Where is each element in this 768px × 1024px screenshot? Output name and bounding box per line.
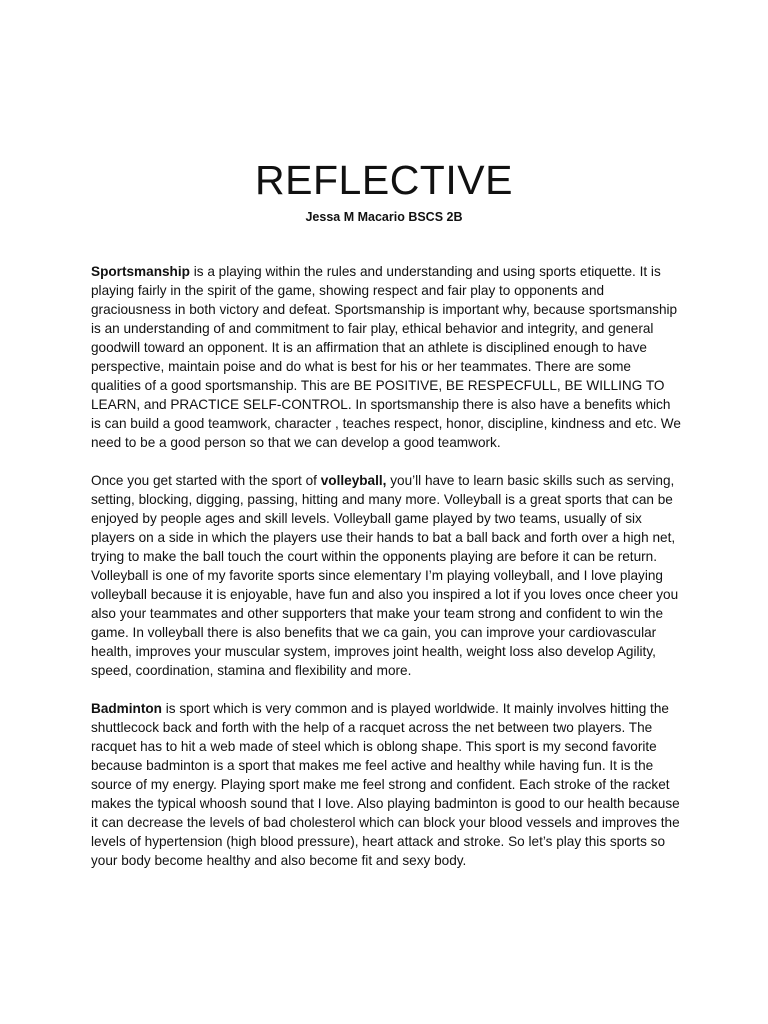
document-title: REFLECTIVE: [255, 157, 513, 203]
paragraph-text: you’ll have to learn basic skills such as serving, setting, blocking, digging, passing, hitting and many more. Volleyball is a great sports that can be enjoyed by people ages and skill levels. Volleyball game played by two teams, usually of six players on a side in which the players use their hands to bat a ball back and forth over a high net, trying to make the ball touch the court within the opponents playing are before it can be return. Volleyball is one of my favorite sports since elementary I’m playing volleyball, and I love playing volleyball because it is enjoyable, have fun and also you inspired a lot if you loves once cheer you also your teammates and other supporters that make your team strong and confident to win the game. In volleyball there is also benefits that we ca gain, you can improve your cardiovascular health, improves your muscular system, improves joint health, weight loss also develop Agility, speed, coordination, stamina and flexibility and more.: [91, 473, 679, 678]
paragraph-lead: Sportsmanship: [91, 264, 190, 279]
paragraph-prefix: Once you get started with the sport of: [91, 473, 321, 488]
paragraph-volleyball: [91, 471, 683, 680]
paragraph-text: is sport which is very common and is played worldwide. It mainly involves hitting the shuttlecock back and forth with the help of a racquet across the net between two players. The racquet has to hit a web made of steel which is oblong shape. This sport is my second favorite because badminton is a sport that makes me feel active and healthy while having fun. It is the source of my energy. Playing sport make me feel strong and confident. Each stroke of the racket makes the typical whoosh sound that I love. Also playing badminton is good to our health because it can decrease the levels of bad cholesterol which can block your blood vessels and improves the levels of hypertension (high blood pressure), heart attack and stroke. So let’s play this sports so your body become healthy and also become fit and sexy body.: [91, 701, 680, 868]
paragraph-lead: Badminton: [91, 701, 162, 716]
paragraph-sportsmanship: [91, 262, 683, 452]
document-body: [91, 262, 683, 889]
paragraph-lead: volleyball,: [320, 473, 387, 488]
paragraph-text: is a playing within the rules and understanding and using sports etiquette. It is playing fairly in the spirit of the game, showing respect and fair play to opponents and graciousness in both victory and defeat. Sportsmanship is important why, because sportsmanship is an understanding of and commitment to fair play, ethical behavior and integrity, and general goodwill toward an opponent. It is an affirmation that an athlete is disciplined enough to have perspective, maintain poise and do what is best for his or her teammates. There are some qualities of a good sportsmanship. This are BE POSITIVE, BE RESPECFULL, BE WILLING TO LEARN, and PRACTICE SELF-CONTROL. In sportsmanship there is also have a benefits which is can build a good teamwork, character , teaches respect, honor, discipline, kindness and etc. We need to be a good person so that we can develop a good teamwork.: [91, 264, 681, 450]
document-author: Jessa M Macario BSCS 2B: [305, 210, 463, 224]
paragraph-badminton: [91, 699, 683, 870]
